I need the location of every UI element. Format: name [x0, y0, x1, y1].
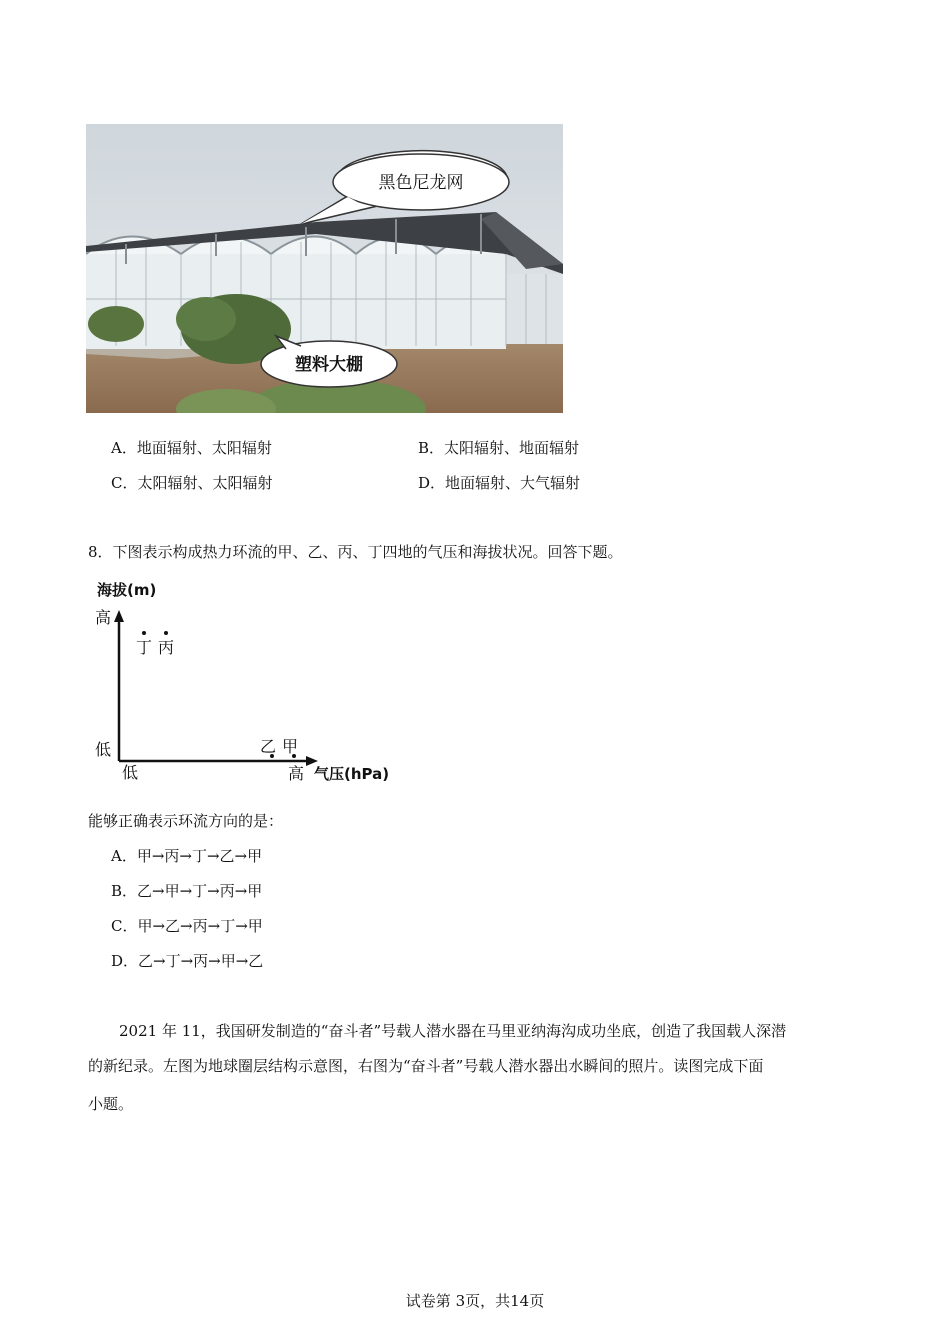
point-dot-0 — [142, 631, 146, 635]
option-text: 太阳辐射、太阳辐射 — [137, 474, 273, 492]
callout-greenhouse-label: 塑料大棚 — [295, 355, 363, 375]
option-letter: C． — [111, 917, 138, 935]
passage-line-2: 的新纪录。左图为地球圈层结构示意图，右图为“奋斗者”号载人潜水器出水瞬间的照片。读图完成下面 — [88, 1057, 764, 1075]
q8-stem: 8．下图表示构成热力环流的甲、乙、丙、丁四地的气压和海拔状况。回答下题。 — [88, 543, 623, 561]
x-tick-low: 低 — [122, 763, 139, 782]
option-letter: D． — [418, 474, 446, 492]
chart-points — [136, 631, 298, 758]
x-axis-label: 气压(hPa) — [314, 765, 390, 783]
option-letter: B． — [111, 882, 138, 900]
y-axis-arrow-icon — [114, 610, 124, 622]
option-text: 乙→甲→丁→丙→甲 — [137, 882, 263, 900]
option-text: 乙→丁→丙→甲→乙 — [138, 952, 264, 970]
point-label-2: 乙 — [260, 737, 277, 756]
chart-svg — [88, 574, 418, 788]
point-label-0: 丁 — [136, 638, 153, 657]
q7-option-d[interactable] — [418, 472, 580, 493]
y-tick-low: 低 — [95, 740, 112, 759]
y-axis-label: 海拔(m) — [97, 581, 157, 599]
option-letter: A． — [111, 847, 137, 865]
greenhouse-photo — [86, 124, 563, 413]
x-tick-high: 高 — [288, 764, 305, 783]
passage-line-1: 2021 年 11，我国研发制造的“奋斗者”号载人潜水器在马里亚纳海沟成功坐底，创造了我国载人深潜 — [119, 1022, 787, 1040]
option-letter: C． — [111, 474, 138, 492]
option-text: 甲→丙→丁→乙→甲 — [136, 847, 263, 865]
passage-line-3: 小题。 — [88, 1095, 134, 1113]
q8-option-b[interactable] — [111, 880, 262, 901]
q8-question: 能够正确表示环流方向的是： — [88, 812, 284, 830]
point-dot-1 — [164, 631, 168, 635]
q7-option-b[interactable] — [418, 437, 579, 458]
pressure-altitude-chart — [88, 574, 418, 788]
option-text: 地面辐射、大气辐射 — [445, 474, 581, 492]
greenhouse-illustration — [86, 124, 563, 413]
callout-net-label: 黑色尼龙网 — [378, 173, 464, 193]
page-footer: 试卷第 3页，共14页 — [405, 1292, 545, 1310]
q8-option-a[interactable] — [111, 845, 262, 866]
option-letter: B． — [418, 439, 445, 457]
option-text: 太阳辐射、地面辐射 — [444, 439, 580, 457]
point-label-1: 丙 — [158, 638, 175, 657]
q7-option-c[interactable] — [111, 472, 273, 493]
option-text: 甲→乙→丙→丁→甲 — [137, 917, 263, 935]
option-letter: D． — [111, 952, 139, 970]
q8-option-c[interactable] — [111, 915, 263, 936]
q8-option-d[interactable] — [111, 950, 263, 971]
point-label-3: 甲 — [282, 737, 299, 756]
option-letter: A． — [111, 439, 137, 457]
q7-option-a[interactable] — [111, 437, 272, 458]
y-tick-high: 高 — [95, 608, 112, 627]
option-text: 地面辐射、太阳辐射 — [136, 439, 272, 457]
